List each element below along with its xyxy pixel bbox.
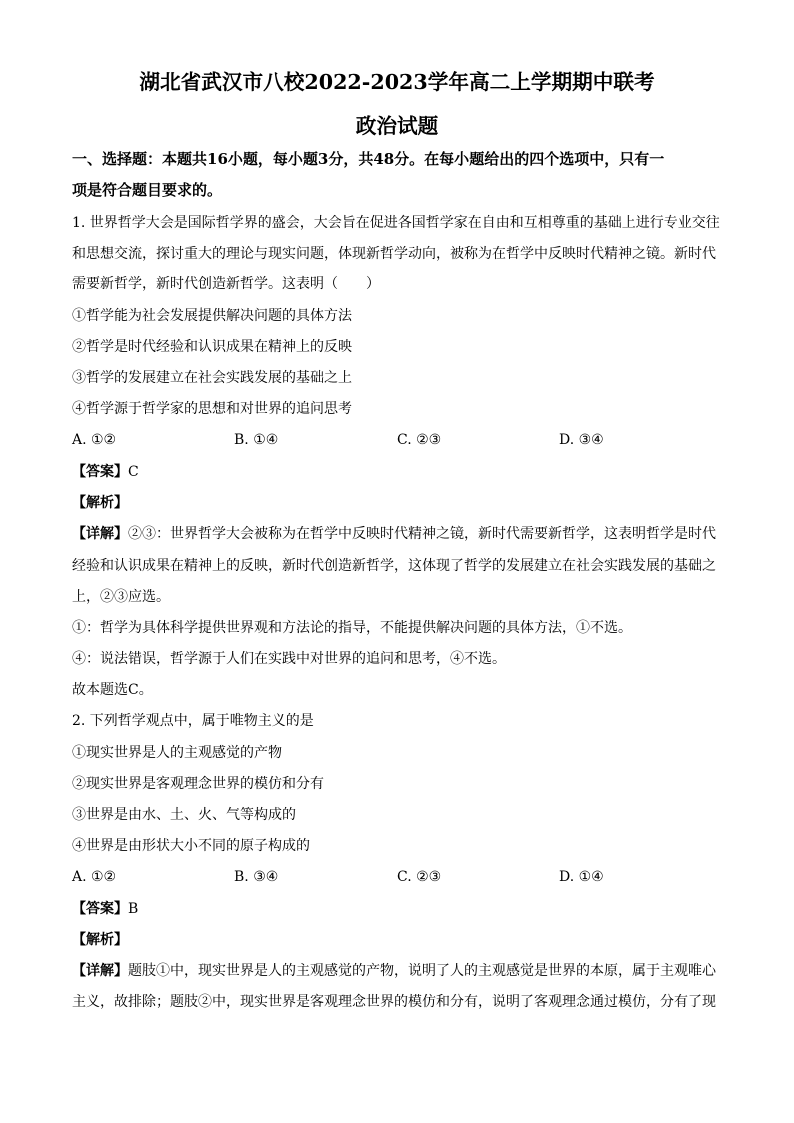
- q1-stem-line1: 1. 世界哲学大会是国际哲学界的盛会，大会旨在促进各国哲学家在自由和互相尊重的基础上进行专业交往: [72, 215, 720, 231]
- q1-stem-line2: 和思想交流，探讨重大的理论与现实问题，体现新哲学动向，被称为在哲学中反映时代精神之镜。新时代: [72, 246, 716, 262]
- answer-label: 【答案】: [72, 464, 128, 480]
- detail-text: ②③：世界哲学大会被称为在哲学中反映时代精神之镜，新时代需要新哲学，这表明哲学是时代: [128, 526, 716, 542]
- section-heading-line2: 项是符合题目要求的。: [72, 181, 223, 199]
- q1-item-3: ③哲学的发展建立在社会实践发展的基础之上: [72, 370, 352, 386]
- q2-options: [72, 867, 722, 887]
- q1-options: [72, 430, 722, 450]
- answer-label: 【答案】: [72, 901, 128, 917]
- q1-option-c: C. ②③: [397, 432, 442, 448]
- q1-analysis-label: 【解析】: [72, 495, 128, 511]
- answer-value: B: [128, 901, 139, 917]
- q1-detail-line1: [72, 524, 722, 544]
- detail-label: 【详解】: [72, 526, 128, 542]
- q2-stem: 2. 下列哲学观点中，属于唯物主义的是: [72, 713, 314, 729]
- q2-option-d: D. ①④: [559, 869, 604, 885]
- q1-stem-line3: 需要新哲学，新时代创造新哲学。这表明（ ）: [72, 276, 380, 292]
- q2-answer: [72, 899, 722, 919]
- answer-value: C: [128, 464, 139, 480]
- q2-item-4: ④世界是由形状大小不同的原子构成的: [72, 838, 310, 854]
- q1-item-4: ④哲学源于哲学家的思想和对世界的追问思考: [72, 401, 352, 417]
- q2-detail-line2: 主义，故排除；题肢②中，现实世界是客观理念世界的模仿和分有，说明了客观理念通过模仿，分有了现: [72, 994, 716, 1010]
- detail-label: 【详解】: [72, 963, 128, 979]
- detail-text: 题肢①中，现实世界是人的主观感觉的产物，说明了人的主观感觉是世界的本原，属于主观唯心: [128, 963, 716, 979]
- q1-detail-line4: ①：哲学为具体科学提供世界观和方法论的指导，不能提供解决问题的具体方法，①不选。: [72, 620, 632, 636]
- q2-item-1: ①现实世界是人的主观感觉的产物: [72, 745, 282, 761]
- q2-option-b: B. ③④: [234, 869, 279, 885]
- page-subtitle: 政治试题: [355, 114, 439, 138]
- q1-detail-line2: 经验和认识成果在精神上的反映，新时代创造新哲学，这体现了哲学的发展建立在社会实践发展的基础之: [72, 558, 716, 574]
- q1-item-1: ①哲学能为社会发展提供解决问题的具体方法: [72, 308, 352, 324]
- q1-option-a: A. ①②: [72, 432, 117, 448]
- q1-detail-line5: ④：说法错误，哲学源于人们在实践中对世界的追问和思考，④不选。: [72, 651, 506, 667]
- q1-answer: [72, 462, 722, 482]
- section-heading-line1: 一、选择题：本题共16小题，每小题3分，共48分。在每小题给出的四个选项中，只有一: [72, 150, 665, 168]
- q2-analysis-label: 【解析】: [72, 932, 128, 948]
- q1-option-b: B. ①④: [234, 432, 279, 448]
- q2-detail-line1: [72, 961, 722, 981]
- q1-detail-line3: 上，②③应选。: [72, 589, 170, 605]
- q2-option-c: C. ②③: [397, 869, 442, 885]
- q2-item-2: ②现实世界是客观理念世界的模仿和分有: [72, 776, 324, 792]
- page-title: 湖北省武汉市八校2022-2023学年高二上学期期中联考: [139, 70, 655, 94]
- q1-conclusion: 故本题选C。: [72, 682, 153, 698]
- q2-option-a: A. ①②: [72, 869, 117, 885]
- q1-item-2: ②哲学是时代经验和认识成果在精神上的反映: [72, 339, 352, 355]
- q2-item-3: ③世界是由水、土、火、气等构成的: [72, 807, 296, 823]
- q1-option-d: D. ③④: [559, 432, 604, 448]
